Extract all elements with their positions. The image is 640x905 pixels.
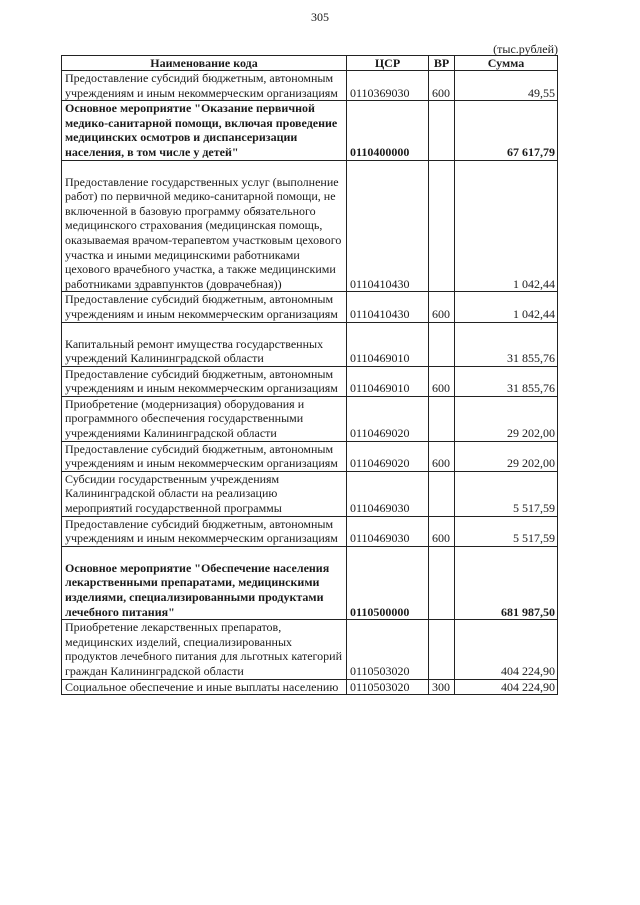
row-csr: 0110503020 xyxy=(347,620,429,679)
table-row xyxy=(62,366,558,396)
row-vr xyxy=(429,396,455,441)
row-name: Основное мероприятие "Оказание первичной медико-санитарной помощи, включая проведение медицинских осмотров и диспансеризации населения, в том числе у детей" xyxy=(62,101,347,160)
row-csr: 0110469030 xyxy=(347,516,429,546)
row-sum: 5 517,59 xyxy=(455,516,558,546)
table-row xyxy=(62,516,558,546)
row-name: Субсидии государственным учреждениям Калининградской области на реализацию мероприятий государственной программы xyxy=(62,471,347,516)
table-row xyxy=(62,679,558,695)
table-row xyxy=(62,546,558,619)
row-name: Основное мероприятие "Обеспечение населения лекарственными препаратами, медицинскими изделиями, специализированными продуктами лечебного питания" xyxy=(62,546,347,619)
row-csr: 0110469020 xyxy=(347,441,429,471)
table-row xyxy=(62,396,558,441)
row-sum: 31 855,76 xyxy=(455,322,558,366)
row-csr: 0110469010 xyxy=(347,322,429,366)
header-name: Наименование кода xyxy=(62,56,347,71)
row-sum: 31 855,76 xyxy=(455,366,558,396)
row-name: Капитальный ремонт имущества государственных учреждений Калининградской области xyxy=(62,322,347,366)
row-csr: 0110500000 xyxy=(347,546,429,619)
row-vr: 600 xyxy=(429,441,455,471)
row-name: Предоставление государственных услуг (выполнение работ) по первичной медико-санитарной помощи, не включенной в базовую программу обязательного медицинского страхования (медицинская помощь, оказываемая врачом-терапевтом участковым цехового участка и иными медицинскими работниками цехового врачебного участка, а также медицинскими работниками здравпунктов (доврачебная)) xyxy=(62,160,347,292)
row-name: Приобретение (модернизация) оборудования и программного обеспечения государственными учреждениями Калининградской области xyxy=(62,396,347,441)
table-body xyxy=(62,71,558,695)
row-name: Предоставление субсидий бюджетным, автономным учреждениям и иным некоммерческим организациям xyxy=(62,292,347,322)
budget-table xyxy=(61,55,558,695)
row-csr: 0110369030 xyxy=(347,71,429,101)
row-name: Приобретение лекарственных препаратов, медицинских изделий, специализированных продуктов лечебного питания для льготных категорий граждан Калининградской области xyxy=(62,620,347,679)
row-sum: 1 042,44 xyxy=(455,160,558,292)
row-csr: 0110400000 xyxy=(347,101,429,160)
row-sum: 681 987,50 xyxy=(455,546,558,619)
page-number: 305 xyxy=(311,10,329,24)
row-csr: 0110469030 xyxy=(347,471,429,516)
table-row xyxy=(62,471,558,516)
row-csr: 0110410430 xyxy=(347,292,429,322)
row-sum: 5 517,59 xyxy=(455,471,558,516)
row-vr: 600 xyxy=(429,516,455,546)
header-vr: ВР xyxy=(429,56,455,71)
table-row xyxy=(62,101,558,160)
row-csr: 0110469010 xyxy=(347,366,429,396)
table-row xyxy=(62,292,558,322)
row-vr xyxy=(429,160,455,292)
row-name: Предоставление субсидий бюджетным, автономным учреждениям и иным некоммерческим организациям xyxy=(62,71,347,101)
unit-label: (тыс.рублей) xyxy=(493,42,558,56)
row-vr: 600 xyxy=(429,71,455,101)
row-sum: 29 202,00 xyxy=(455,396,558,441)
row-sum: 49,55 xyxy=(455,71,558,101)
row-vr xyxy=(429,471,455,516)
row-vr: 300 xyxy=(429,679,455,695)
row-csr: 0110469020 xyxy=(347,396,429,441)
table-row xyxy=(62,71,558,101)
row-sum: 1 042,44 xyxy=(455,292,558,322)
row-csr: 0110410430 xyxy=(347,160,429,292)
row-sum: 404 224,90 xyxy=(455,679,558,695)
row-vr xyxy=(429,620,455,679)
row-sum: 29 202,00 xyxy=(455,441,558,471)
header-sum: Сумма xyxy=(455,56,558,71)
table-row xyxy=(62,441,558,471)
row-csr: 0110503020 xyxy=(347,679,429,695)
row-name: Предоставление субсидий бюджетным, автономным учреждениям и иным некоммерческим организациям xyxy=(62,516,347,546)
row-name: Предоставление субсидий бюджетным, автономным учреждениям и иным некоммерческим организациям xyxy=(62,366,347,396)
row-name: Социальное обеспечение и иные выплаты населению xyxy=(62,679,347,695)
table-header-row xyxy=(62,56,558,71)
row-vr: 600 xyxy=(429,292,455,322)
table-row xyxy=(62,620,558,679)
row-vr: 600 xyxy=(429,366,455,396)
table-row xyxy=(62,160,558,292)
row-vr xyxy=(429,546,455,619)
row-vr xyxy=(429,101,455,160)
row-sum: 404 224,90 xyxy=(455,620,558,679)
table-row xyxy=(62,322,558,366)
header-csr: ЦСР xyxy=(347,56,429,71)
row-sum: 67 617,79 xyxy=(455,101,558,160)
row-name: Предоставление субсидий бюджетным, автономным учреждениям и иным некоммерческим организациям xyxy=(62,441,347,471)
row-vr xyxy=(429,322,455,366)
